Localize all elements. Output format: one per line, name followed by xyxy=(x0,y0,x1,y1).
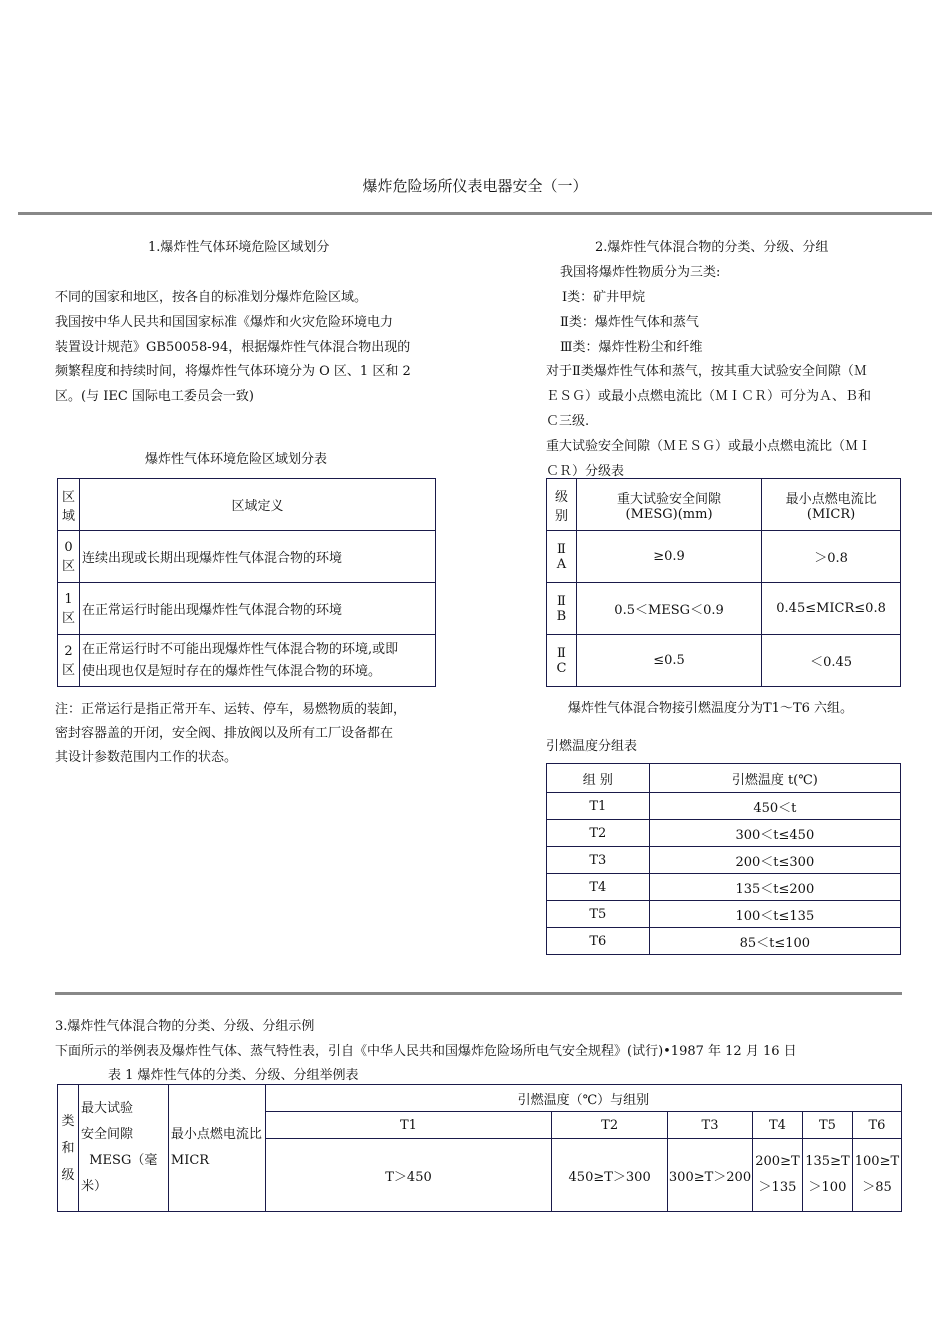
temp-header-cell: 引燃温度 t(℃) xyxy=(649,764,900,793)
micr-header-cell: 最小点燃电流比 (MICR) xyxy=(762,479,901,531)
grade-cell: Ⅱ C xyxy=(547,635,577,687)
grade-table xyxy=(546,478,901,687)
table-row xyxy=(547,793,901,820)
class-item: Ⅱ类：爆炸性气体和蒸气 xyxy=(560,315,699,330)
table-row xyxy=(547,820,901,847)
table-row xyxy=(547,635,901,687)
table-row xyxy=(547,901,901,928)
group-label-cell: T1 xyxy=(265,1112,551,1139)
temp-cell: 85＜t≤100 xyxy=(649,928,900,955)
class-item: Ⅲ类：爆炸性粉尘和纤维 xyxy=(560,340,703,355)
left-paragraph-line: 频繁程度和持续时间，将爆炸性气体环境分为 O 区、1 区和 2 xyxy=(55,364,411,379)
mesg-cell: 0.5＜MESG＜0.9 xyxy=(576,583,761,635)
middle-divider xyxy=(55,992,902,995)
table-row xyxy=(547,874,901,901)
temp-table-title: 引燃温度分组表 xyxy=(546,739,638,754)
grade-cell: Ⅱ A xyxy=(547,531,577,583)
group-label-cell: T4 xyxy=(752,1112,802,1139)
micr-cell: 0.45≤MICR≤0.8 xyxy=(762,583,901,635)
group-label-cell: T5 xyxy=(802,1112,852,1139)
grade-cell: Ⅱ B xyxy=(547,583,577,635)
range-cell: 450≥T＞300 xyxy=(552,1139,668,1212)
table-row xyxy=(547,847,901,874)
range-cell: 200≥T ＞135 xyxy=(752,1139,802,1212)
top-divider xyxy=(18,212,932,215)
note-line: 其设计参数范围内工作的状态。 xyxy=(55,750,238,765)
table-row xyxy=(547,479,901,531)
table-row xyxy=(58,1085,902,1112)
table-row xyxy=(547,928,901,955)
group-cell: T2 xyxy=(547,820,650,847)
right-heading: 2.爆炸性气体混合物的分类、分级、分组 xyxy=(595,240,829,255)
table-row xyxy=(58,635,436,687)
group-cell: T5 xyxy=(547,901,650,928)
bottom-table-title: 表 1 爆炸性气体的分类、分级、分组举例表 xyxy=(108,1068,359,1083)
right-paragraph-line: 对于Ⅱ类爆炸性气体和蒸气，按其重大试验安全间隙（Ｍ xyxy=(546,364,867,379)
class-item: Ⅰ类：矿井甲烷 xyxy=(562,290,646,305)
table-row xyxy=(58,531,436,583)
table-row xyxy=(58,583,436,635)
right-paragraph-line: ＥＳＧ）或最小点燃电流比（ＭＩＣＲ）可分为Ａ、Ｂ和 xyxy=(546,389,872,404)
temp-cell: 200＜t≤300 xyxy=(649,847,900,874)
grade-table-title: 重大试验安全间隙（ＭＥＳＧ）或最小点燃电流比（ＭＩ xyxy=(546,439,872,454)
classes-intro: 我国将爆炸性物质分为三类: xyxy=(560,265,721,280)
temp-cell: 450＜t xyxy=(649,793,900,820)
left-paragraph-line: 我国按中华人民共和国国家标准《爆炸和火灾危险环境电力 xyxy=(55,315,394,330)
mesg-header-cell: 最大试验 安全间隙 MESG（毫 米） xyxy=(78,1085,168,1212)
mesg-cell: ≤0.5 xyxy=(576,635,761,687)
group-header-cell: 组 别 xyxy=(547,764,650,793)
definition-header-cell: 区域定义 xyxy=(79,479,435,531)
example-table xyxy=(57,1084,902,1212)
zone-header-cell: 区 域 xyxy=(58,479,80,531)
range-cell: 100≥T ＞85 xyxy=(852,1139,901,1212)
micr-cell: ＜0.45 xyxy=(762,635,901,687)
temp-cell: 100＜t≤135 xyxy=(649,901,900,928)
definition-cell: 在正常运行时不可能出现爆炸性气体混合物的环境,或即 使出现也仅是短时存在的爆炸性气体混合物的环境。 xyxy=(79,635,435,687)
grade-table-title: ＣＲ）分级表 xyxy=(546,464,625,479)
grade-header-cell: 级 别 xyxy=(547,479,577,531)
table-row xyxy=(58,479,436,531)
temp-cell: 135＜t≤200 xyxy=(649,874,900,901)
mesg-header-cell: 重大试验安全间隙 (MESG)(mm) xyxy=(576,479,761,531)
group-cell: T1 xyxy=(547,793,650,820)
left-paragraph-line: 装置设计规范》GB50058-94，根据爆炸性气体混合物出现的 xyxy=(55,340,411,355)
left-heading: 1.爆炸性气体环境危险区域划分 xyxy=(148,240,330,255)
zone-cell: 0 区 xyxy=(58,531,80,583)
right-paragraph-line: Ｃ三级. xyxy=(546,414,590,429)
range-cell: T＞450 xyxy=(265,1139,551,1212)
mesg-cell: ≥0.9 xyxy=(576,531,761,583)
group-label-cell: T2 xyxy=(552,1112,668,1139)
bottom-paragraph: 下面所示的举例表及爆炸性气体、蒸气特性表，引自《中华人民共和国爆炸危险场所电气安全规程》(试行)•1987 年 12 月 16 日 xyxy=(55,1044,797,1059)
left-paragraph-line: 区。(与 IEC 国际电工委员会一致) xyxy=(55,389,254,404)
group-label-cell: T6 xyxy=(852,1112,901,1139)
table-row xyxy=(547,583,901,635)
temp-table xyxy=(546,763,901,955)
definition-cell: 在正常运行时能出现爆炸性气体混合物的环境 xyxy=(79,583,435,635)
class-grade-header-cell: 类 和 级 xyxy=(58,1085,79,1212)
zone-cell: 2 区 xyxy=(58,635,80,687)
definition-cell: 连续出现或长期出现爆炸性气体混合物的环境 xyxy=(79,531,435,583)
bottom-heading: 3.爆炸性气体混合物的分类、分级、分组示例 xyxy=(55,1019,315,1034)
temp-group-header-cell: 引燃温度（℃）与组别 xyxy=(265,1085,901,1112)
micr-header-cell: 最小点燃电流比 MICR xyxy=(168,1085,265,1212)
group-cell: T6 xyxy=(547,928,650,955)
zone-table xyxy=(57,478,436,687)
group-cell: T4 xyxy=(547,874,650,901)
temp-cell: 300＜t≤450 xyxy=(649,820,900,847)
range-cell: 135≥T ＞100 xyxy=(802,1139,852,1212)
page-title: 爆炸危险场所仪表电器安全（一） xyxy=(362,177,588,195)
note-line: 密封容器盖的开闭，安全阀、排放阀以及所有工厂设备都在 xyxy=(55,726,394,741)
group-cell: T3 xyxy=(547,847,650,874)
temp-note: 爆炸性气体混合物接引燃温度分为T1～T6 六组。 xyxy=(568,701,854,716)
zone-table-title: 爆炸性气体环境危险区域划分表 xyxy=(145,452,328,467)
micr-cell: ＞0.8 xyxy=(762,531,901,583)
table-row xyxy=(547,764,901,793)
note-line: 注：正常运行是指正常开车、运转、停车，易燃物质的装卸， xyxy=(55,702,407,717)
group-label-cell: T3 xyxy=(668,1112,753,1139)
table-row xyxy=(547,531,901,583)
left-paragraph-line: 不同的国家和地区，按各自的标准划分爆炸危险区域。 xyxy=(55,290,368,305)
zone-cell: 1 区 xyxy=(58,583,80,635)
range-cell: 300≥T＞200 xyxy=(668,1139,753,1212)
